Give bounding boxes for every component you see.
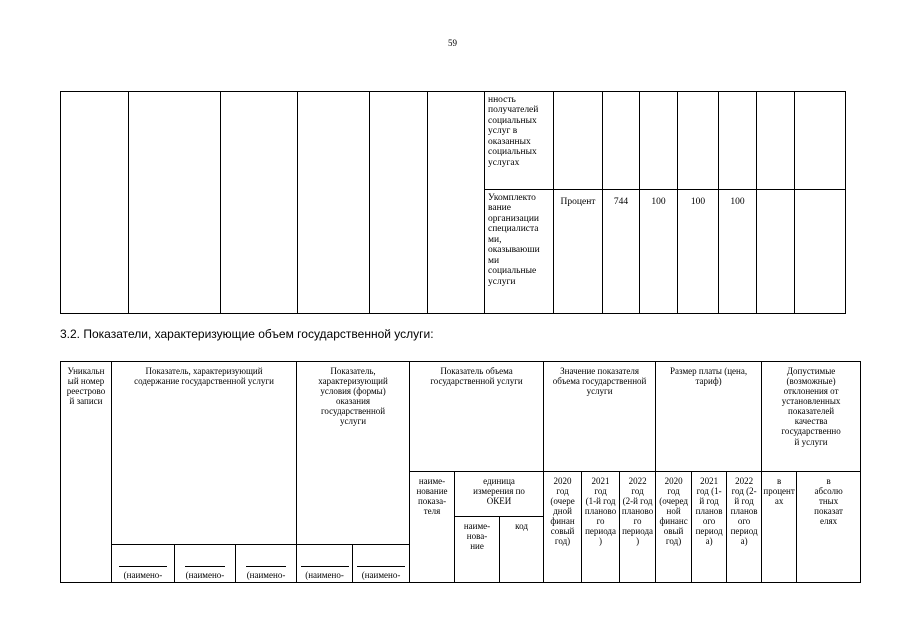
content-name-placeholder: (наимено- xyxy=(112,545,175,583)
value-2021-cell xyxy=(678,92,719,190)
year-2022-volume-subheader: 2022 год (2-й год планово го периода ) xyxy=(620,472,656,583)
table-row xyxy=(61,92,846,190)
okei-unit-subheader: единица измерения по ОКЕИ xyxy=(455,472,544,517)
value-2021-cell: 100 xyxy=(678,190,719,314)
conditions-name-placeholder: (наимено- xyxy=(297,545,353,583)
year-2020-fee-subheader: 2020 год (очеред ной финанс овый год) xyxy=(656,472,692,583)
table-cell xyxy=(61,92,129,314)
year-2021-fee-subheader: 2021 год (1- й год планов ого период а) xyxy=(692,472,727,583)
okei-code-cell xyxy=(603,92,640,190)
conditions-indicator-header: Показатель, характеризующий условия (формы) оказания государственной услуги xyxy=(297,362,410,545)
volume-value-header: Значение показателя объема государственной услуги xyxy=(544,362,656,472)
deviations-header: Допустимые (возможные) отклонения от установленных показателей качества государственно й услуги xyxy=(762,362,861,472)
okei-code-subheader: код xyxy=(500,517,544,583)
page-number: 59 xyxy=(448,38,457,48)
indicator-name-subheader: наиме- нование показа- теля xyxy=(410,472,455,583)
quality-indicators-table-continued xyxy=(60,91,846,314)
conditions-name-placeholder: (наимено- xyxy=(353,545,410,583)
table-cell xyxy=(221,92,298,314)
table-cell xyxy=(298,92,370,314)
okei-code-cell: 744 xyxy=(603,190,640,314)
unique-number-header: Уникальн ый номер реестрово й записи xyxy=(61,362,112,583)
unit-cell xyxy=(554,92,603,190)
deviation-percent-subheader: в процент ах xyxy=(762,472,797,583)
okei-name-subheader: наиме- нова- ние xyxy=(455,517,500,583)
value-2022-cell: 100 xyxy=(719,190,757,314)
value-2022-cell xyxy=(719,92,757,190)
content-name-placeholder: (наимено- xyxy=(175,545,236,583)
table-cell xyxy=(428,92,485,314)
header-row xyxy=(61,362,861,472)
fee-header: Размер платы (цена, тариф) xyxy=(656,362,762,472)
year-2020-volume-subheader: 2020 год (очере дной финан совый год) xyxy=(544,472,582,583)
table-cell xyxy=(370,92,428,314)
value-2020-cell: 100 xyxy=(640,190,678,314)
deviation-cell xyxy=(757,190,795,314)
indicator-name-cell: нность получателей социальных услуг в оказанных социальных услугах xyxy=(485,92,554,190)
table-cell xyxy=(129,92,221,314)
content-indicator-header: Показатель, характеризующий содержание государственной услуги xyxy=(112,362,297,545)
deviation-cell xyxy=(757,92,795,190)
deviation-cell xyxy=(795,92,846,190)
volume-indicator-header: Показатель объема государственной услуги xyxy=(410,362,544,472)
volume-indicators-table xyxy=(60,361,861,583)
value-2020-cell xyxy=(640,92,678,190)
year-2021-volume-subheader: 2021 год (1-й год планово го периода ) xyxy=(582,472,620,583)
deviation-absolute-subheader: в абсолю тных показат елях xyxy=(797,472,861,583)
content-name-placeholder: (наимено- xyxy=(236,545,297,583)
deviation-cell xyxy=(795,190,846,314)
indicator-name-cell: Укомплекто вание организации специалиста ми, оказываюши ми социальные услуги xyxy=(485,190,554,314)
unit-cell: Процент xyxy=(554,190,603,314)
year-2022-fee-subheader: 2022 год (2- й год планов ого период а) xyxy=(727,472,762,583)
section-heading: 3.2. Показатели, характеризующие объем государственной услуги: xyxy=(60,327,434,341)
